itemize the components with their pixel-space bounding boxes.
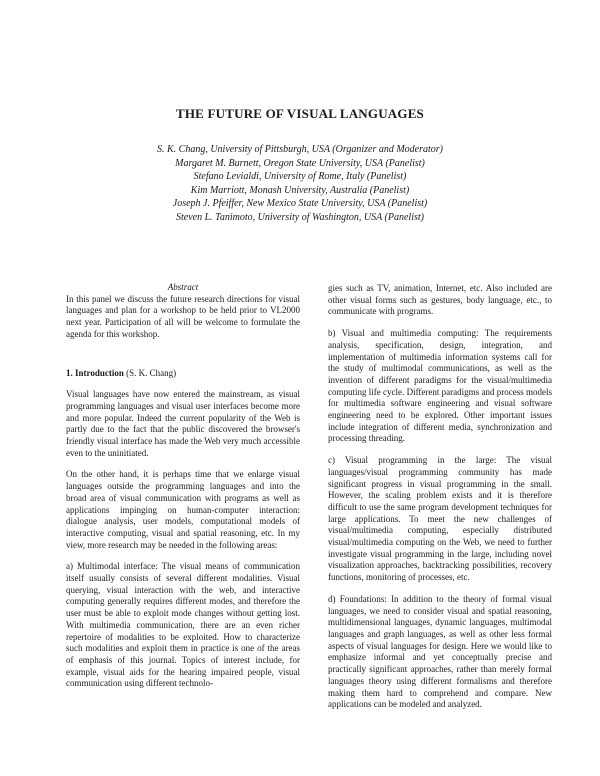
author-line: S. K. Chang, University of Pittsburgh, USA (Organizer and Moderator) [156, 144, 443, 155]
left-column [66, 282, 300, 690]
body-paragraph: On the other hand, it is perhaps time that we enlarge visual languages outside the programming languages and into the broad area of visual communication with programs as well as applications impinging on human-computer interaction: dialogue analysis, user models, computational models of interactive computing, visual and spatial reasoning, etc. In my view, more research may be needed in the following areas: [66, 469, 300, 550]
author-line: Margaret M. Burnett, Oregon State University, USA (Panelist) [175, 157, 425, 169]
body-paragraph: gies such as TV, animation, Internet, etc. Also included are other visual forms such as gestures, body language, etc., to communicate with programs. [328, 283, 552, 317]
right-column [328, 283, 552, 711]
author-line: Joseph J. Pfeiffer, New Mexico State University, USA (Panelist) [172, 198, 428, 210]
abstract-text: In this panel we discuss the future research directions for visual languages and plan for a workshop to be held prior to VL2000 next year. Participation of all will be welcome to formulate the agenda for this workshop. [66, 293, 300, 339]
body-paragraph: b) Visual and multimedia computing: The requirements analysis, specification, design, integration, and implementation of multimedia information systems call for the study of multimodal communications, as well as the invention of different paradigms for the visual/multimedia computing life cycle. Different paradigms and process models for multimedia software engineering and visual software engineering need to be explored. Other important issues include integration of different media, synchronization and processing threading. [328, 328, 552, 444]
author-line: Steven L. Tanimoto, University of Washington, USA (Panelist) [176, 211, 424, 223]
paper-title: THE FUTURE OF VISUAL LANGUAGES [176, 106, 424, 121]
author-list [0, 143, 600, 225]
section-heading-author: (S. K. Chang) [123, 367, 177, 378]
body-paragraph: d) Foundations: In addition to the theory of formal visual languages, we need to consider visual and spatial reasoning, multidimensional languages, dynamic languages, multimodal languages and graph languages, as well as other less formal aspects of visual languages for design. Here we would like to emphasize informal and yet conceptually precise and practically significant approaches, rather than merely formal languages theory using different formalisms and therefore making them hard to comprehend and compare. New applications can be modeled and analyzed. [328, 593, 552, 710]
author-line: Kim Marriott, Monash University, Australia (Panelist) [190, 184, 410, 196]
body-paragraph: c) Visual programming in the large: The visual languages/visual programming community has made significant progress in visual programming in the small. However, the scaling problem exists and it is therefore difficult to use the same program development techniques for large applications. To meet the new challenges of visual/multimedia computing, especially distributed visual/multimedia computing on the Web, we need to further investigate visual programming in the large, including novel visualization approaches, backtracking possibilities, recovery functions, monitoring of processes, etc. [328, 455, 552, 583]
abstract-heading: Abstract [167, 282, 199, 292]
section-heading [66, 368, 300, 380]
section-heading-number: 1. Introduction [66, 367, 124, 378]
body-paragraph: a) Multimodal interface: The visual means of communication itself usually consists of several different modalities. Visual querying, visual interaction with the web, and interactive computing generally requires different modes, and therefore the user must be able to exploit mode changes without getting lost. With multimedia communication, there are an even richer repertoire of modalities to be exploited. How to characterize such modalities and exploit them in practice is one of the areas of emphasis of this journal. Topics of interest include, for example, visual aids for the hearing impaired people, visual communication using different technolo- [66, 561, 300, 689]
author-line: Stefano Levialdi, University of Rome, Italy (Panelist) [193, 171, 407, 183]
body-paragraph: Visual languages have now entered the mainstream, as visual programming languages and visual user interfaces become more and more popular. Indeed the current popularity of the Web is partly due to the fact that the public discovered the browser's friendly visual interface has made the Web very much accessible even to the uninitiated. [66, 389, 300, 458]
